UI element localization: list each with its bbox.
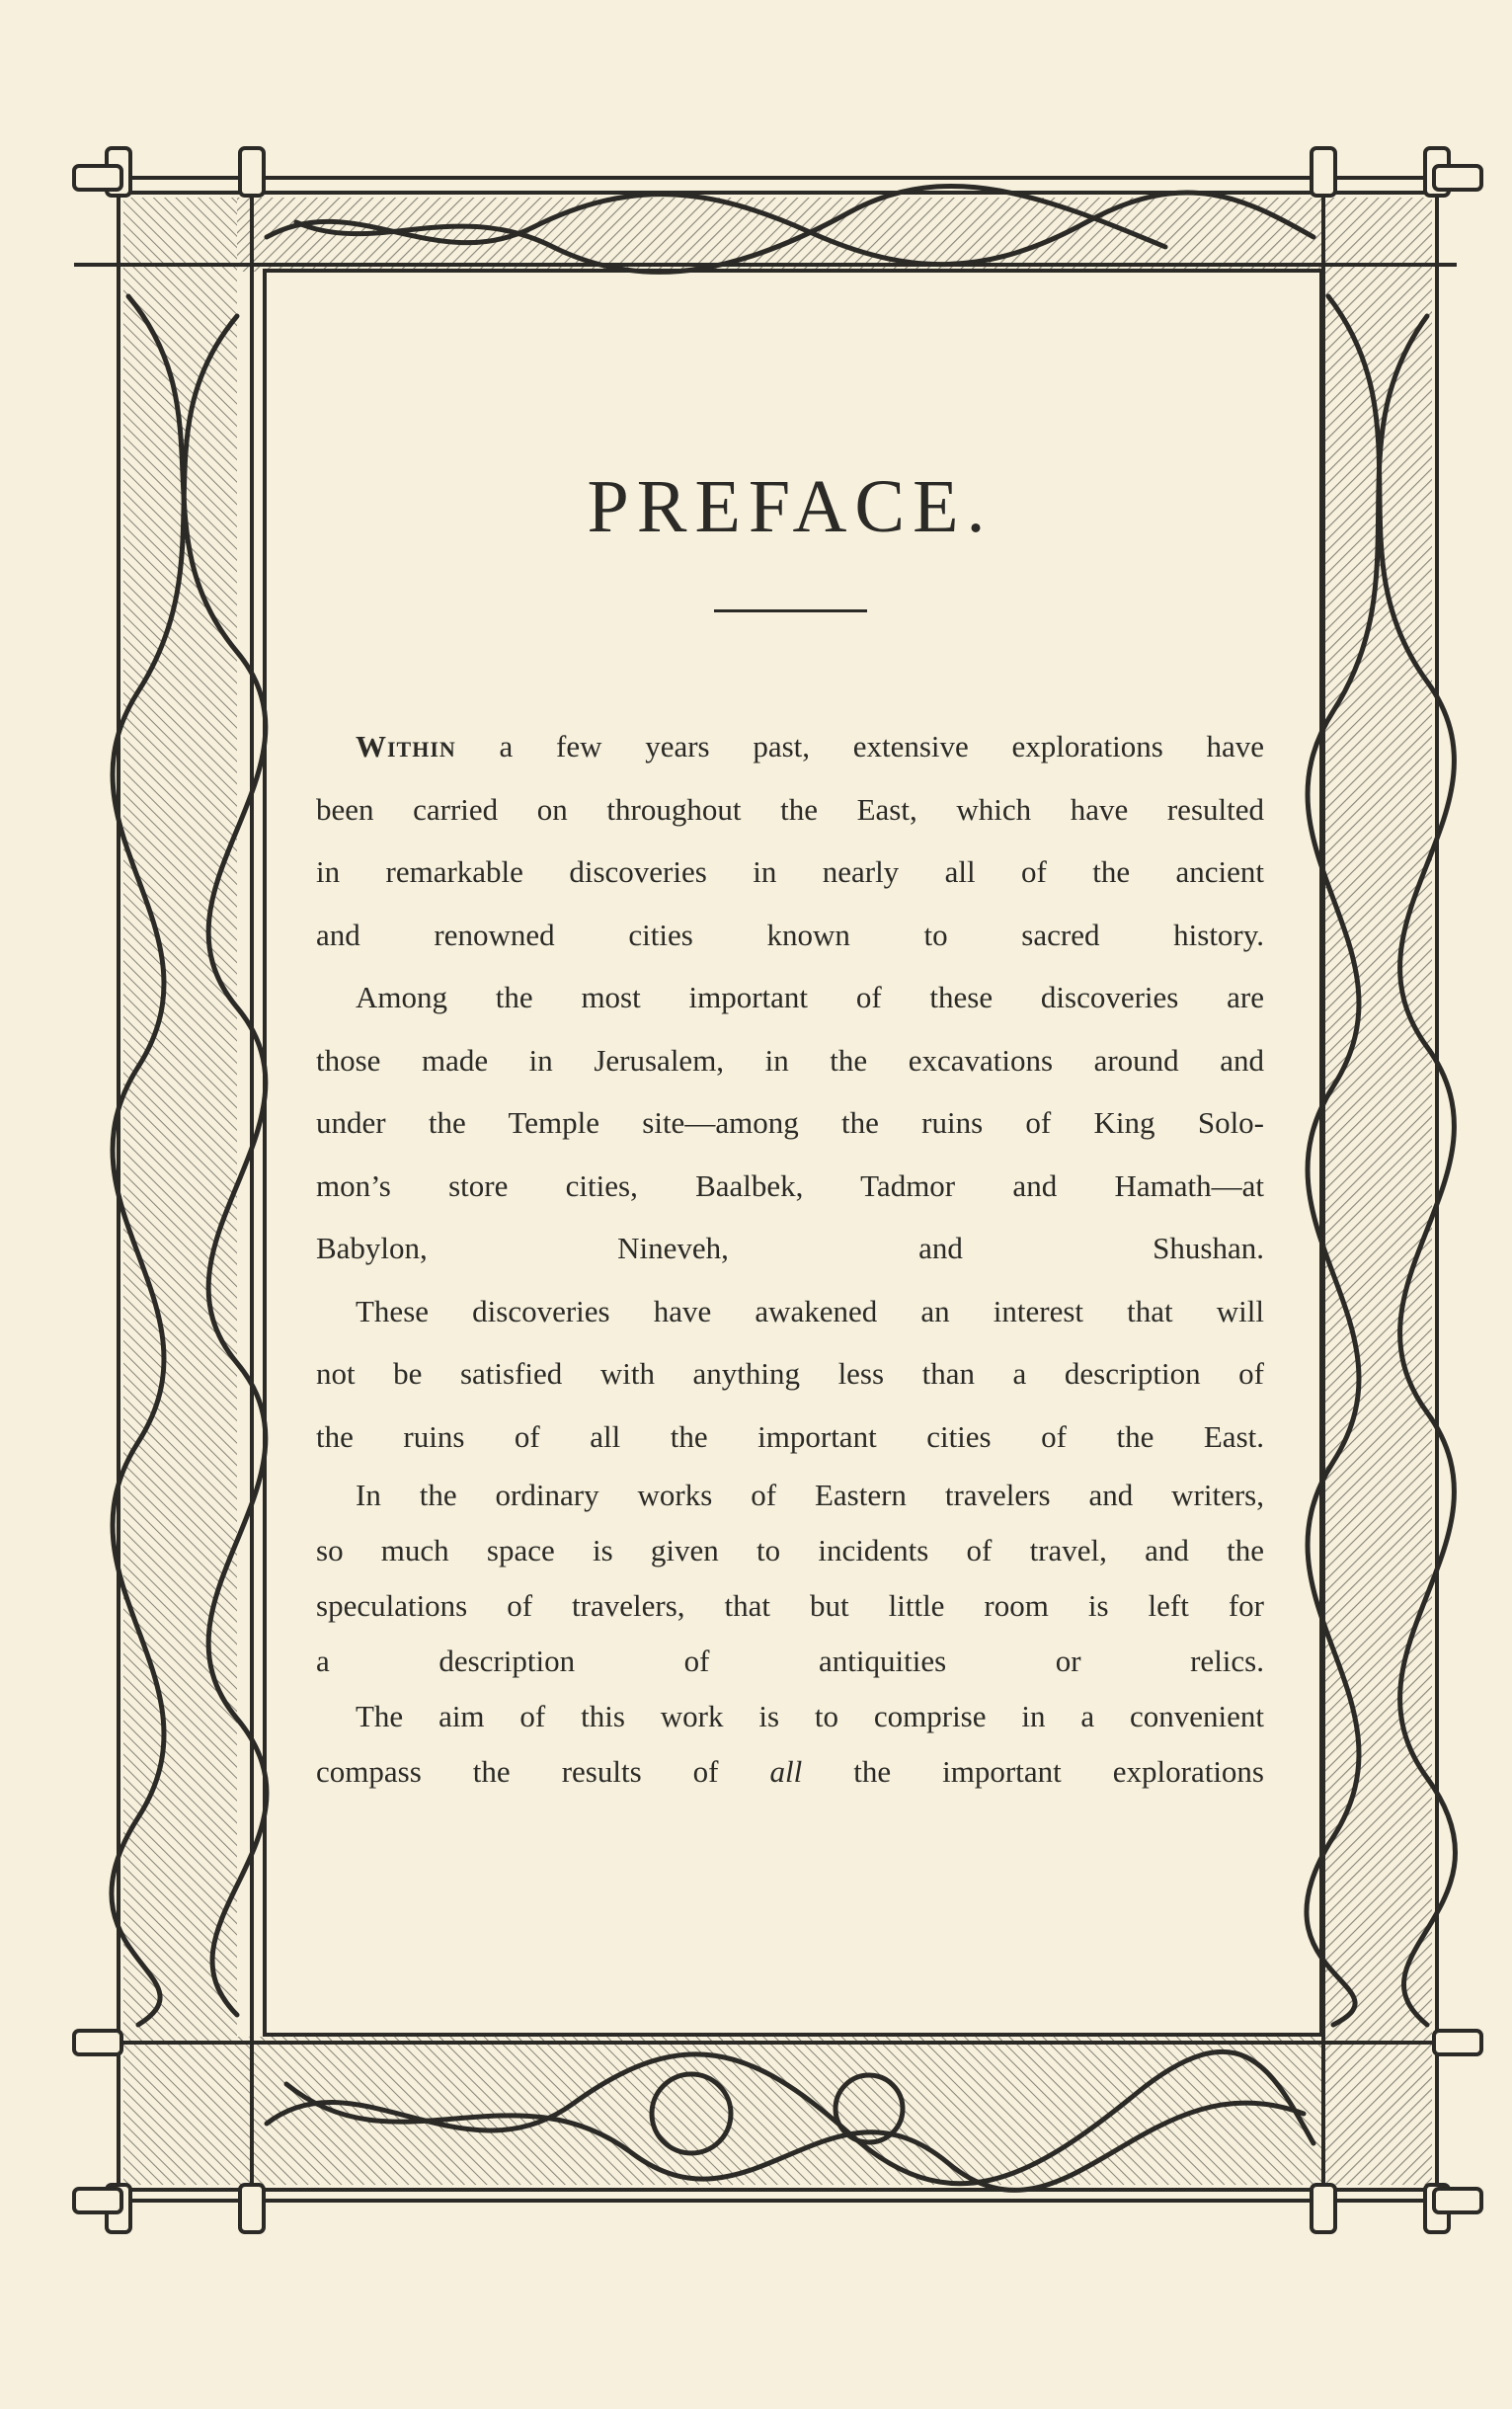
text-line: not be satisfied with anything less than a description of	[316, 1356, 1264, 1391]
text-line: Among the most important of these discoveries are	[356, 980, 1264, 1014]
preface-body	[316, 715, 1264, 1800]
text-line: speculations of travelers, that but little room is left for	[316, 1588, 1264, 1623]
text-line: the ruins of all the important cities of the East.	[316, 1418, 1264, 1454]
preface-content	[316, 464, 1264, 1800]
text-line: so much space is given to incidents of travel, and the	[316, 1533, 1264, 1567]
paragraph-5	[316, 1689, 1264, 1800]
title-rule	[714, 609, 867, 612]
text-line: in remarkable discoveries in nearly all of the ancient	[316, 854, 1264, 889]
text-line-before: compass the results of	[316, 1754, 770, 1789]
emphasis-word: all	[769, 1754, 803, 1789]
text-line: under the Temple site—among the ruins of King Solo-	[316, 1105, 1264, 1140]
page-title: PREFACE.	[587, 465, 994, 548]
paragraph-2	[316, 966, 1264, 1280]
text-line: those made in Jerusalem, in the excavations around and	[316, 1042, 1264, 1078]
drop-lead: Within	[356, 729, 456, 763]
text-line: a description of antiquities or relics.	[316, 1644, 1264, 1678]
text-line-after: the important explorations	[802, 1754, 1264, 1789]
text-line: Babylon, Nineveh, and Shushan.	[316, 1231, 1264, 1265]
text-line: been carried on throughout the East, which have resulted	[316, 791, 1264, 827]
text-line: In the ordinary works of Eastern travelers and writers,	[356, 1478, 1264, 1512]
paragraph-1	[316, 715, 1264, 966]
text-line: a few years past, extensive explorations have	[455, 729, 1264, 763]
text-line: and renowned cities known to sacred history.	[316, 917, 1264, 952]
text-line: mon’s store cities, Baalbek, Tadmor and Hamath—at	[316, 1167, 1264, 1203]
text-line: The aim of this work is to comprise in a convenient	[356, 1699, 1264, 1733]
paragraph-4	[316, 1468, 1264, 1689]
paragraph-3	[316, 1280, 1264, 1469]
text-line: These discoveries have awakened an interest that will	[356, 1293, 1264, 1328]
